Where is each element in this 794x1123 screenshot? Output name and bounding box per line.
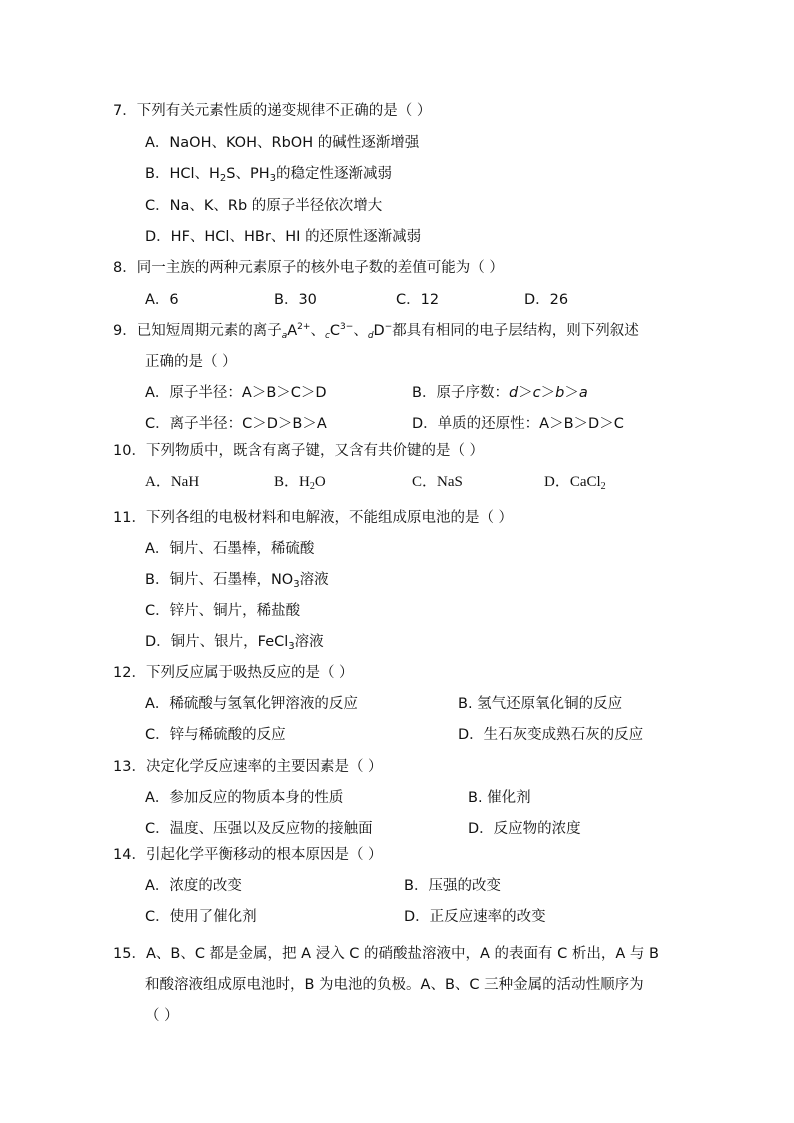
q7-option-b: B．HCl、$H_2S$、$PH_3$的稳定性逐渐减弱 (145, 166, 393, 184)
q11-stem: 11．下列各组的电极材料和电解液，不能组成原电池的是（ ） (113, 510, 514, 526)
q15-line3: （ ） (145, 1008, 179, 1024)
q14-option-b: B．压强的改变 (404, 878, 501, 894)
q13-option-d: D．反应物的浓度 (468, 821, 581, 837)
q8-option-d: D．26 (524, 292, 569, 308)
q15-line1: 15．A、B、C 都是金属，把 A 浸入 C 的硝酸盐溶液中，A 的表面有 C 析出，A 与 B (113, 946, 659, 962)
q7-option-c: C．Na、K、Rb 的原子半径依次增大 (145, 198, 383, 214)
q11-option-b: B．铜片、石墨棒，$NO_3$溶液 (145, 572, 329, 590)
q8-option-b: B．30 (274, 292, 317, 308)
q9-stem-line2: 正确的是（ ） (145, 354, 237, 370)
q8-stem: 8．同一主族的两种元素原子的核外电子数的差值可能为（ ） (113, 260, 504, 276)
q10-option-c: C．NaS (412, 474, 463, 490)
q9-option-d: D．单质的还原性：A＞B＞D＞C (412, 416, 624, 432)
q7-option-a: A．NaOH、KOH、RbOH 的碱性逐渐增强 (145, 135, 420, 151)
q12-option-b: B. 氢气还原氧化铜的反应 (458, 696, 623, 712)
q13-stem: 13．决定化学反应速率的主要因素是（ ） (113, 759, 383, 775)
q13-option-a: A．参加反应的物质本身的性质 (145, 790, 344, 806)
q15-line2: 和酸溶液组成原电池时，B 为电池的负极。A、B、C 三种金属的活动性顺序为 (145, 977, 644, 993)
q9-stem: 9．已知短周期元素的离子$_aA^{2+}$、$_cC^{3-}$、$_d$D−都具有相同的电子层结构，则下列叙述 (113, 322, 639, 341)
q11-option-a: A．铜片、石墨棒，稀硫酸 (145, 541, 315, 557)
q7-option-d: D．HF、HCl、HBr、HI 的还原性逐渐减弱 (145, 229, 422, 245)
q11-option-c: C．锌片、铜片，稀盐酸 (145, 603, 301, 619)
q10-stem: 10．下列物质中，既含有离子键，又含有共价键的是（ ） (113, 443, 485, 459)
q11-option-d: D．铜片、银片，FeCl$_3$溶液 (145, 634, 324, 652)
q9-option-b: B．原子序数：d＞c＞b＞a (412, 385, 588, 401)
q14-option-a: A．浓度的改变 (145, 878, 242, 894)
q9-option-a: A．原子半径：A＞B＞C＞D (145, 385, 327, 401)
q10-option-d: D．CaCl$_2$ (544, 474, 606, 492)
q13-option-b: B. 催化剂 (468, 790, 531, 806)
q14-option-d: D．正反应速率的改变 (404, 909, 546, 925)
q14-stem: 14．引起化学平衡移动的根本原因是（ ） (113, 847, 383, 863)
q12-stem: 12．下列反应属于吸热反应的是（ ） (113, 665, 354, 681)
q10-option-b: B．$H_2O$ (274, 474, 326, 492)
q7-stem: 7．下列有关元素性质的递变规律不正确的是（ ） (113, 103, 432, 119)
q8-option-c: C．12 (396, 292, 440, 308)
q12-option-d: D．生石灰变成熟石灰的反应 (458, 727, 644, 743)
q14-option-c: C．使用了催化剂 (145, 909, 257, 925)
q9-option-c: C．离子半径：C＞D＞B＞A (145, 416, 327, 432)
q13-option-c: C．温度、压强以及反应物的接触面 (145, 821, 373, 837)
q10-option-a: A．NaH (145, 474, 200, 490)
q8-option-a: A．6 (145, 292, 179, 308)
q12-option-a: A．稀硫酸与氢氧化钾溶液的反应 (145, 696, 358, 712)
q12-option-c: C．锌与稀硫酸的反应 (145, 727, 286, 743)
